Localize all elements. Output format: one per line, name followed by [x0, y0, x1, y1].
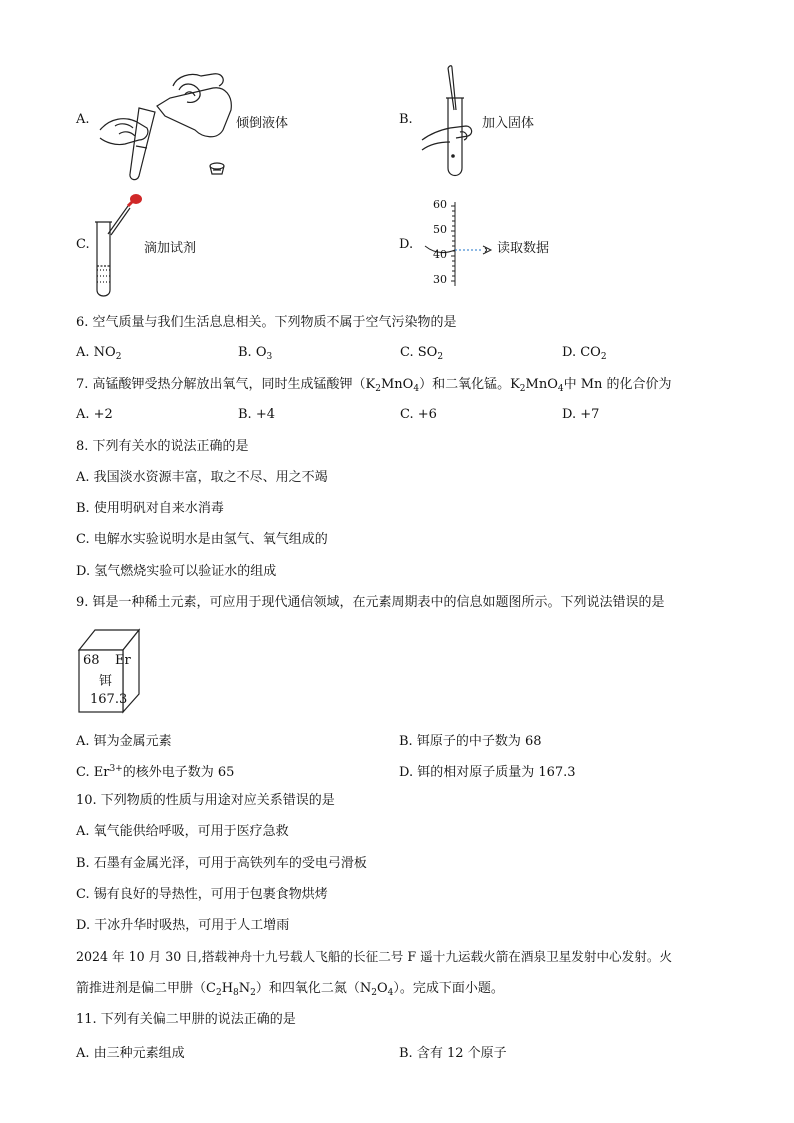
- figure-a-caption: 倾倒液体: [236, 116, 289, 131]
- element-atomic-number: 68: [83, 653, 100, 668]
- q10-option-b: B. 石墨有金属光泽，可用于高铁列车的受电弓滑板: [76, 856, 367, 871]
- scale-mark-50: 50: [433, 223, 447, 236]
- q9-option-d: D. 铒的相对原子质量为 167.3: [399, 765, 576, 780]
- passage-line-2: 箭推进剂是偏二甲肼$(C_2H_8N_2)$和四氧化二氮$(N_2O_4)$。完成下面小题。: [76, 981, 504, 998]
- q9-option-c: C. $Er^{3+}$的核外电子数为 65: [76, 764, 235, 780]
- figure-c-caption: 滴加试剂: [144, 241, 197, 256]
- q10-stem: 10. 下列物质的性质与用途对应关系错误的是: [76, 793, 335, 808]
- dropper-illustration: [92, 190, 152, 300]
- figure-d-caption: 读取数据: [497, 241, 550, 256]
- q8-option-b: B. 使用明矾对自来水消毒: [76, 501, 224, 516]
- figure-c-letter: C.: [76, 237, 90, 252]
- q6-option-d: D. $CO_2$: [562, 345, 607, 362]
- figure-d-letter: D.: [399, 237, 414, 252]
- q7-option-a: A. +2: [76, 407, 113, 422]
- q7-option-c: C. +6: [400, 407, 437, 422]
- q8-option-c: C. 电解水实验说明水是由氢气、氧气组成的: [76, 532, 328, 547]
- q6-option-c: C. $SO_2$: [400, 345, 444, 362]
- element-name: 铒: [99, 674, 113, 689]
- q7-stem: 7. 高锰酸钾受热分解放出氧气，同时生成锰酸钾$(K_2MnO_4)$和二氧化锰。$K_2MnO_4$中 Mn 的化合价为: [76, 377, 672, 394]
- scale-mark-30: 30: [433, 273, 447, 286]
- element-mass: 167.3: [90, 692, 128, 707]
- q9-option-b: B. 铒原子的中子数为 68: [399, 734, 542, 749]
- q6-option-b: B. $O_3$: [238, 345, 273, 362]
- q9-stem: 9. 铒是一种稀土元素，可应用于现代通信领域，在元素周期表中的信息如题图所示。下列说法错误的是: [76, 595, 665, 610]
- q8-option-d: D. 氢气燃烧实验可以验证水的组成: [76, 564, 277, 579]
- q10-option-c: C. 锡有良好的导热性，可用于包裹食物烘烤: [76, 887, 328, 902]
- figure-b-letter: B.: [399, 112, 413, 127]
- element-symbol: Er: [115, 653, 131, 668]
- q11-stem: 11. 下列有关偏二甲肼的说法正确的是: [76, 1012, 296, 1027]
- q9-option-a: A. 铒为金属元素: [76, 734, 172, 749]
- q11-option-b: B. 含有 12 个原子: [399, 1046, 507, 1061]
- q6-option-a: A. $NO_2$: [76, 345, 122, 362]
- q8-stem: 8. 下列有关水的说法正确的是: [76, 439, 249, 454]
- passage-line-1: 2024 年 10 月 30 日,搭载神舟十九号载人飞船的长征二号 F 遥十九运载火箭在酒泉卫星发射中心发射。火: [76, 949, 673, 964]
- q7-option-d: D. +7: [562, 407, 600, 422]
- q10-option-d: D. 干冰升华时吸热，可用于人工增雨: [76, 918, 290, 933]
- scale-mark-40: 40: [433, 248, 447, 261]
- figure-a-letter: A.: [76, 112, 90, 127]
- scale-mark-60: 60: [433, 198, 447, 211]
- q8-option-a: A. 我国淡水资源丰富，取之不尽、用之不竭: [76, 470, 328, 485]
- q6-stem: 6. 空气质量与我们生活息息相关。下列物质不属于空气污染物的是: [76, 315, 457, 330]
- pouring-liquid-illustration: [95, 68, 240, 183]
- q10-option-a: A. 氧气能供给呼吸，可用于医疗急救: [76, 824, 289, 839]
- adding-solid-illustration: [420, 64, 490, 182]
- q11-option-a: A. 由三种元素组成: [76, 1046, 185, 1061]
- figure-b-caption: 加入固体: [482, 116, 535, 131]
- q7-option-b: B. +4: [238, 407, 275, 422]
